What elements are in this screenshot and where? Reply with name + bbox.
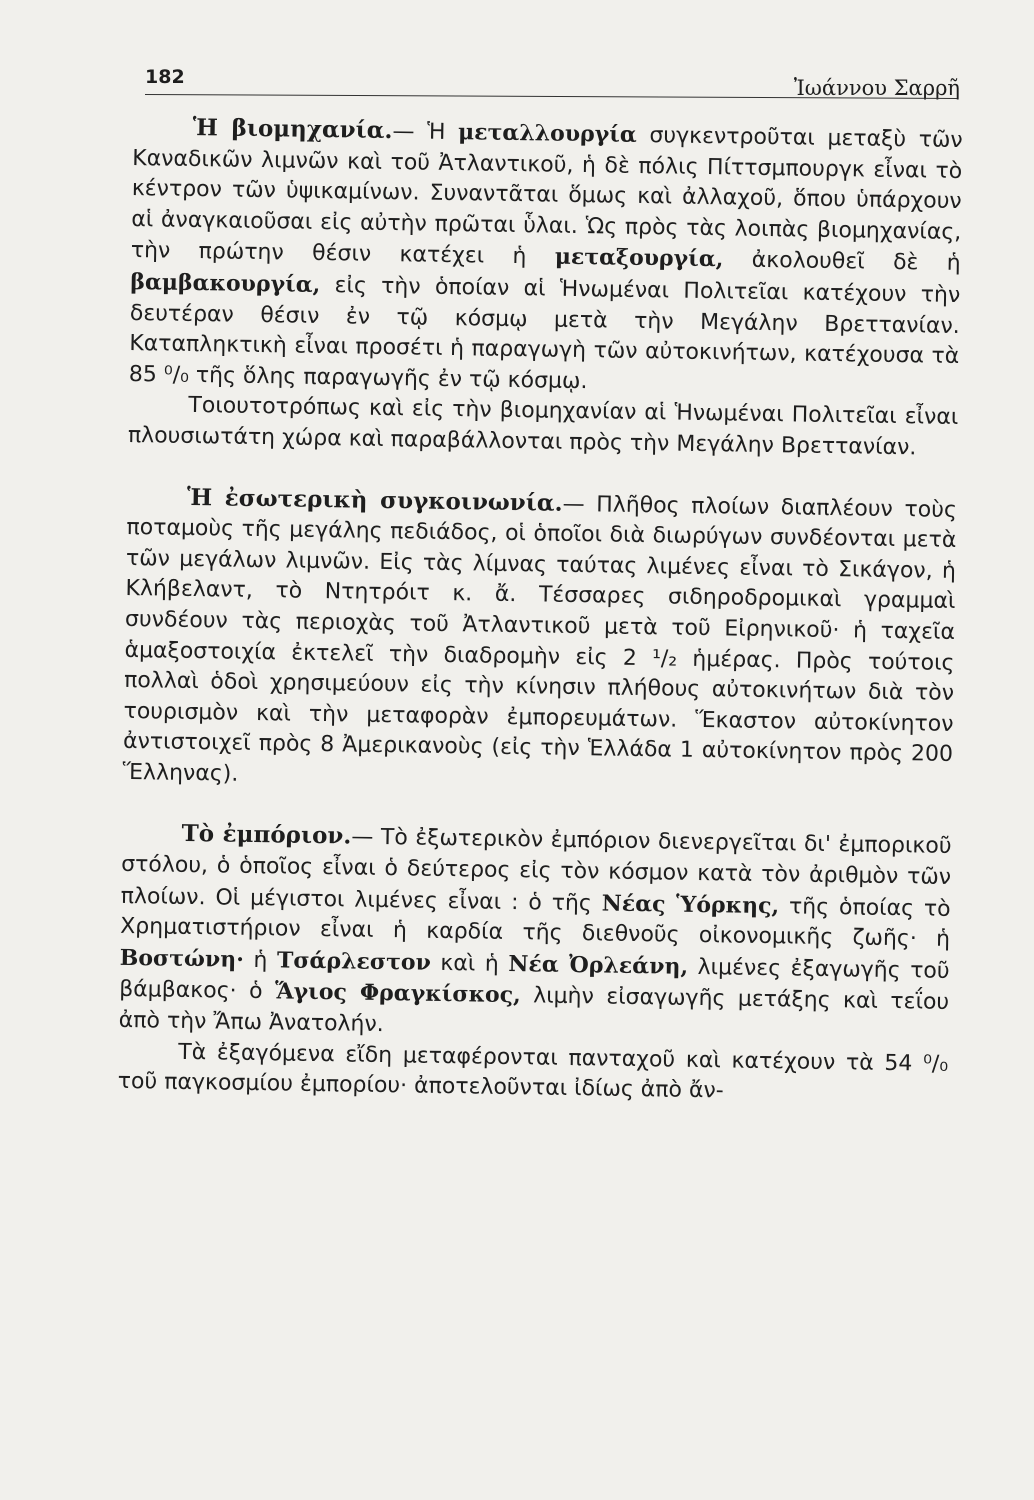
- page-body: [118, 112, 963, 1111]
- section-heading-industry: Ἡ βιομηχανία.: [192, 113, 393, 145]
- emphasis-term: Νέας Ὑόρκης,: [601, 890, 780, 919]
- running-head: Ἰωάννου Σαρρῆ: [793, 76, 960, 100]
- section-heading-commerce: Τὸ ἐμπόριον.: [181, 820, 352, 850]
- emphasis-term: βαμβακουργία,: [130, 268, 321, 298]
- paragraph-communication: Ἡ ἐσωτερικὴ συγκοινωνία.— Πλῆθος πλοίων διαπλέουν τοὺς ποταμοὺς τῆς μεγάλης πεδιάδος, οἱ ὁποῖοι διὰ διωρύγων συνδέονται μετὰ τῶν μεγάλων λιμνῶν. Εἰς τὰς λίμνας ταύτας λιμένες εἶναι τὸ Σικάγον, ἡ Κλήβελαντ, τὸ Ντητρόιτ κ. ἄ. Τέσσαρες σιδηροδρομικαὶ γραμμαὶ συνδέουν τὰς περιοχὰς τοῦ Ἀτλαντικοῦ μετὰ τοῦ Εἰρηνικοῦ· ἡ ταχεῖα ἁμαξοστοιχία ἐκτελεῖ τὴν διαδρομὴν εἰς 2 ¹/₂ ἡμέρας. Πρὸς τούτοις πολλαὶ ὁδοὶ χρησιμεύουν εἰς τὴν κίνησιν πλήθους αὐτοκινήτων διὰ τὸν τουρισμὸν καὶ τὴν μεταφορὰν ἐμπορευμάτων. Ἕκαστον αὐτοκίνητον ἀντιστοιχεῖ πρὸς 8 Ἀμερικανοὺς (εἰς τὴν Ἑλλάδα 1 αὐτοκίνητον πρὸς 200 Ἕλληνας).: [122, 483, 958, 787]
- emphasis-term: Τσάρλεστον: [276, 947, 432, 976]
- paragraph-commerce: Τὸ ἐμπόριον.— Τὸ ἐξωτερικὸν ἐμπόριον διενεργεῖται δι' ἐμπορικοῦ στόλου, ὁ ὁποῖος εἶναι ὁ δεύτερος εἰς τὸν κόσμον κατὰ τὸν ἀριθμὸν τῶν πλοίων. Οἱ μέγιστοι λιμένες εἶναι : ὁ τῆς Νέας Ὑόρκης, τῆς ὁποίας τὸ Χρηματιστήριον εἶναι ἡ καρδία τῆς διεθνοῦς οἰκονομικῆς ζωῆς· ἡ Βοστώνη· ἡ Τσάρλεστον καὶ ἡ Νέα Ὀρλεάνη, λιμένες ἐξαγωγῆς τοῦ βάμβακος· ὁ Ἅγιος Φραγκίσκος, λιμὴν εἰσαγωγῆς μετάξης καὶ τεΐου ἀπὸ τὴν Ἄπω Ἀνατολήν.: [118, 820, 952, 1038]
- emphasis-term: μεταλλουργία: [457, 119, 638, 148]
- paragraph-industry: Ἡ βιομηχανία.— Ἡ μεταλλουργία συγκεντροῦται μεταξὺ τῶν Καναδικῶν λιμνῶν καὶ τοῦ Ἀτλαντικοῦ, ἡ δὲ πόλις Πίττσμπουργκ εἶναι τὸ κέντρον τῶν ὑψικαμίνων. Συναντᾶται ὅμως καὶ ἀλλαχοῦ, ὅπου ὑπάρχουν αἱ ἀναγκαιοῦσαι εἰς αὐτὴν πρῶται ὗλαι. Ὡς πρὸς τὰς λοιπὰς βιομηχανίας, τὴν πρώτην θέσιν κατέχει ἡ μεταξουργία, ἀκολουθεῖ δὲ ἡ βαμβακουργία, εἰς τὴν ὁποίαν αἱ Ἡνωμέναι Πολιτεῖαι κατέχουν τὴν δευτέραν θέσιν ἐν τῷ κόσμῳ μετὰ τὴν Μεγάλην Βρεττανίαν. Καταπληκτικὴ εἶναι προσέτι ἡ παραγωγὴ τῶν αὐτοκινήτων, κατέχουσα τὰ 85 ⁰/₀ τῆς ὅλης παραγωγῆς ἐν τῷ κόσμῳ.: [128, 113, 963, 394]
- paragraph-commerce-exports: Τὰ ἐξαγόμενα εἴδη μεταφέρονται πανταχοῦ καὶ κατέχουν τὰ 54 ⁰/₀ τοῦ παγκοσμίου ἐμπορίου· ἀποτελοῦνται ἰδίως ἀπὸ ἄν-: [117, 1039, 949, 1104]
- paragraph-industry-summary: Τοιουτοτρόπως καὶ εἰς τὴν βιομηχανίαν αἱ Ἡνωμέναι Πολιτεῖαι εἶναι πλουσιωτάτη χώρα καὶ παραβάλλονται πρὸς τὴν Μεγάλην Βρεττανίαν.: [127, 393, 959, 461]
- section-heading-communication: Ἡ ἐσωτερικὴ συγκοινωνία.: [186, 483, 563, 517]
- emphasis-term: Ἅγιος Φραγκίσκος,: [274, 978, 521, 1009]
- emphasis-term: Βοστώνη·: [119, 944, 245, 973]
- page-number: 182: [145, 66, 185, 88]
- page-header: [145, 66, 960, 100]
- emphasis-term: μεταξουργία,: [554, 244, 724, 273]
- emphasis-term: Νέα Ὀρλεάνη,: [508, 950, 689, 980]
